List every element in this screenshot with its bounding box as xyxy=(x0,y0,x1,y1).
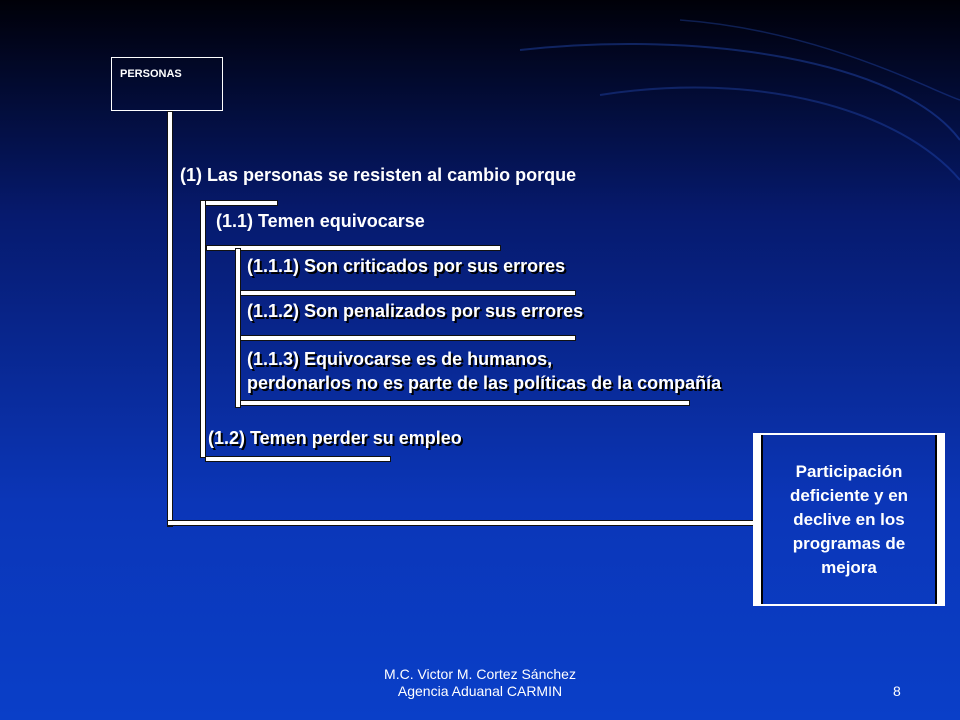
personas-box xyxy=(111,57,223,111)
level1-1-underline xyxy=(206,245,501,251)
level1-underline xyxy=(200,200,278,206)
level1-label: (1) Las personas se resisten al cambio porque xyxy=(180,165,577,185)
level1-1-1-label: (1.1.1) Son criticados por sus errores xyxy=(247,256,566,276)
level1-1-1-underline xyxy=(240,290,576,296)
level1-1-3-label-line1: (1.1.3) Equivocarse es de humanos, xyxy=(247,349,553,369)
level1-1-label: (1.1) Temen equivocarse xyxy=(216,211,425,231)
level1-vertical-connector xyxy=(200,200,206,458)
footer-author xyxy=(330,666,630,700)
page-number: 8 xyxy=(893,683,901,699)
result-box xyxy=(753,433,945,606)
footer-line1: M.C. Victor M. Cortez Sánchez xyxy=(384,666,576,682)
personas-label: PERSONAS xyxy=(120,68,182,80)
main-vertical-connector xyxy=(167,111,173,527)
level1-2-underline xyxy=(205,456,391,462)
level1-1-3-underline xyxy=(240,400,690,406)
footer-line2: Agencia Aduanal CARMIN xyxy=(397,683,563,699)
level1-1-2-label: (1.1.2) Son penalizados por sus errores xyxy=(247,301,584,321)
main-horizontal-connector xyxy=(167,520,757,526)
result-label: Participación deficiente y en declive en los programas de mejora xyxy=(789,461,909,577)
level1-1-2-underline xyxy=(240,335,576,341)
level1-2-label: (1.2) Temen perder su empleo xyxy=(208,428,462,448)
level1-1-vertical-connector xyxy=(235,248,241,408)
level1-1-3-label-line2: perdonarlos no es parte de las políticas de la compañía xyxy=(247,373,722,393)
